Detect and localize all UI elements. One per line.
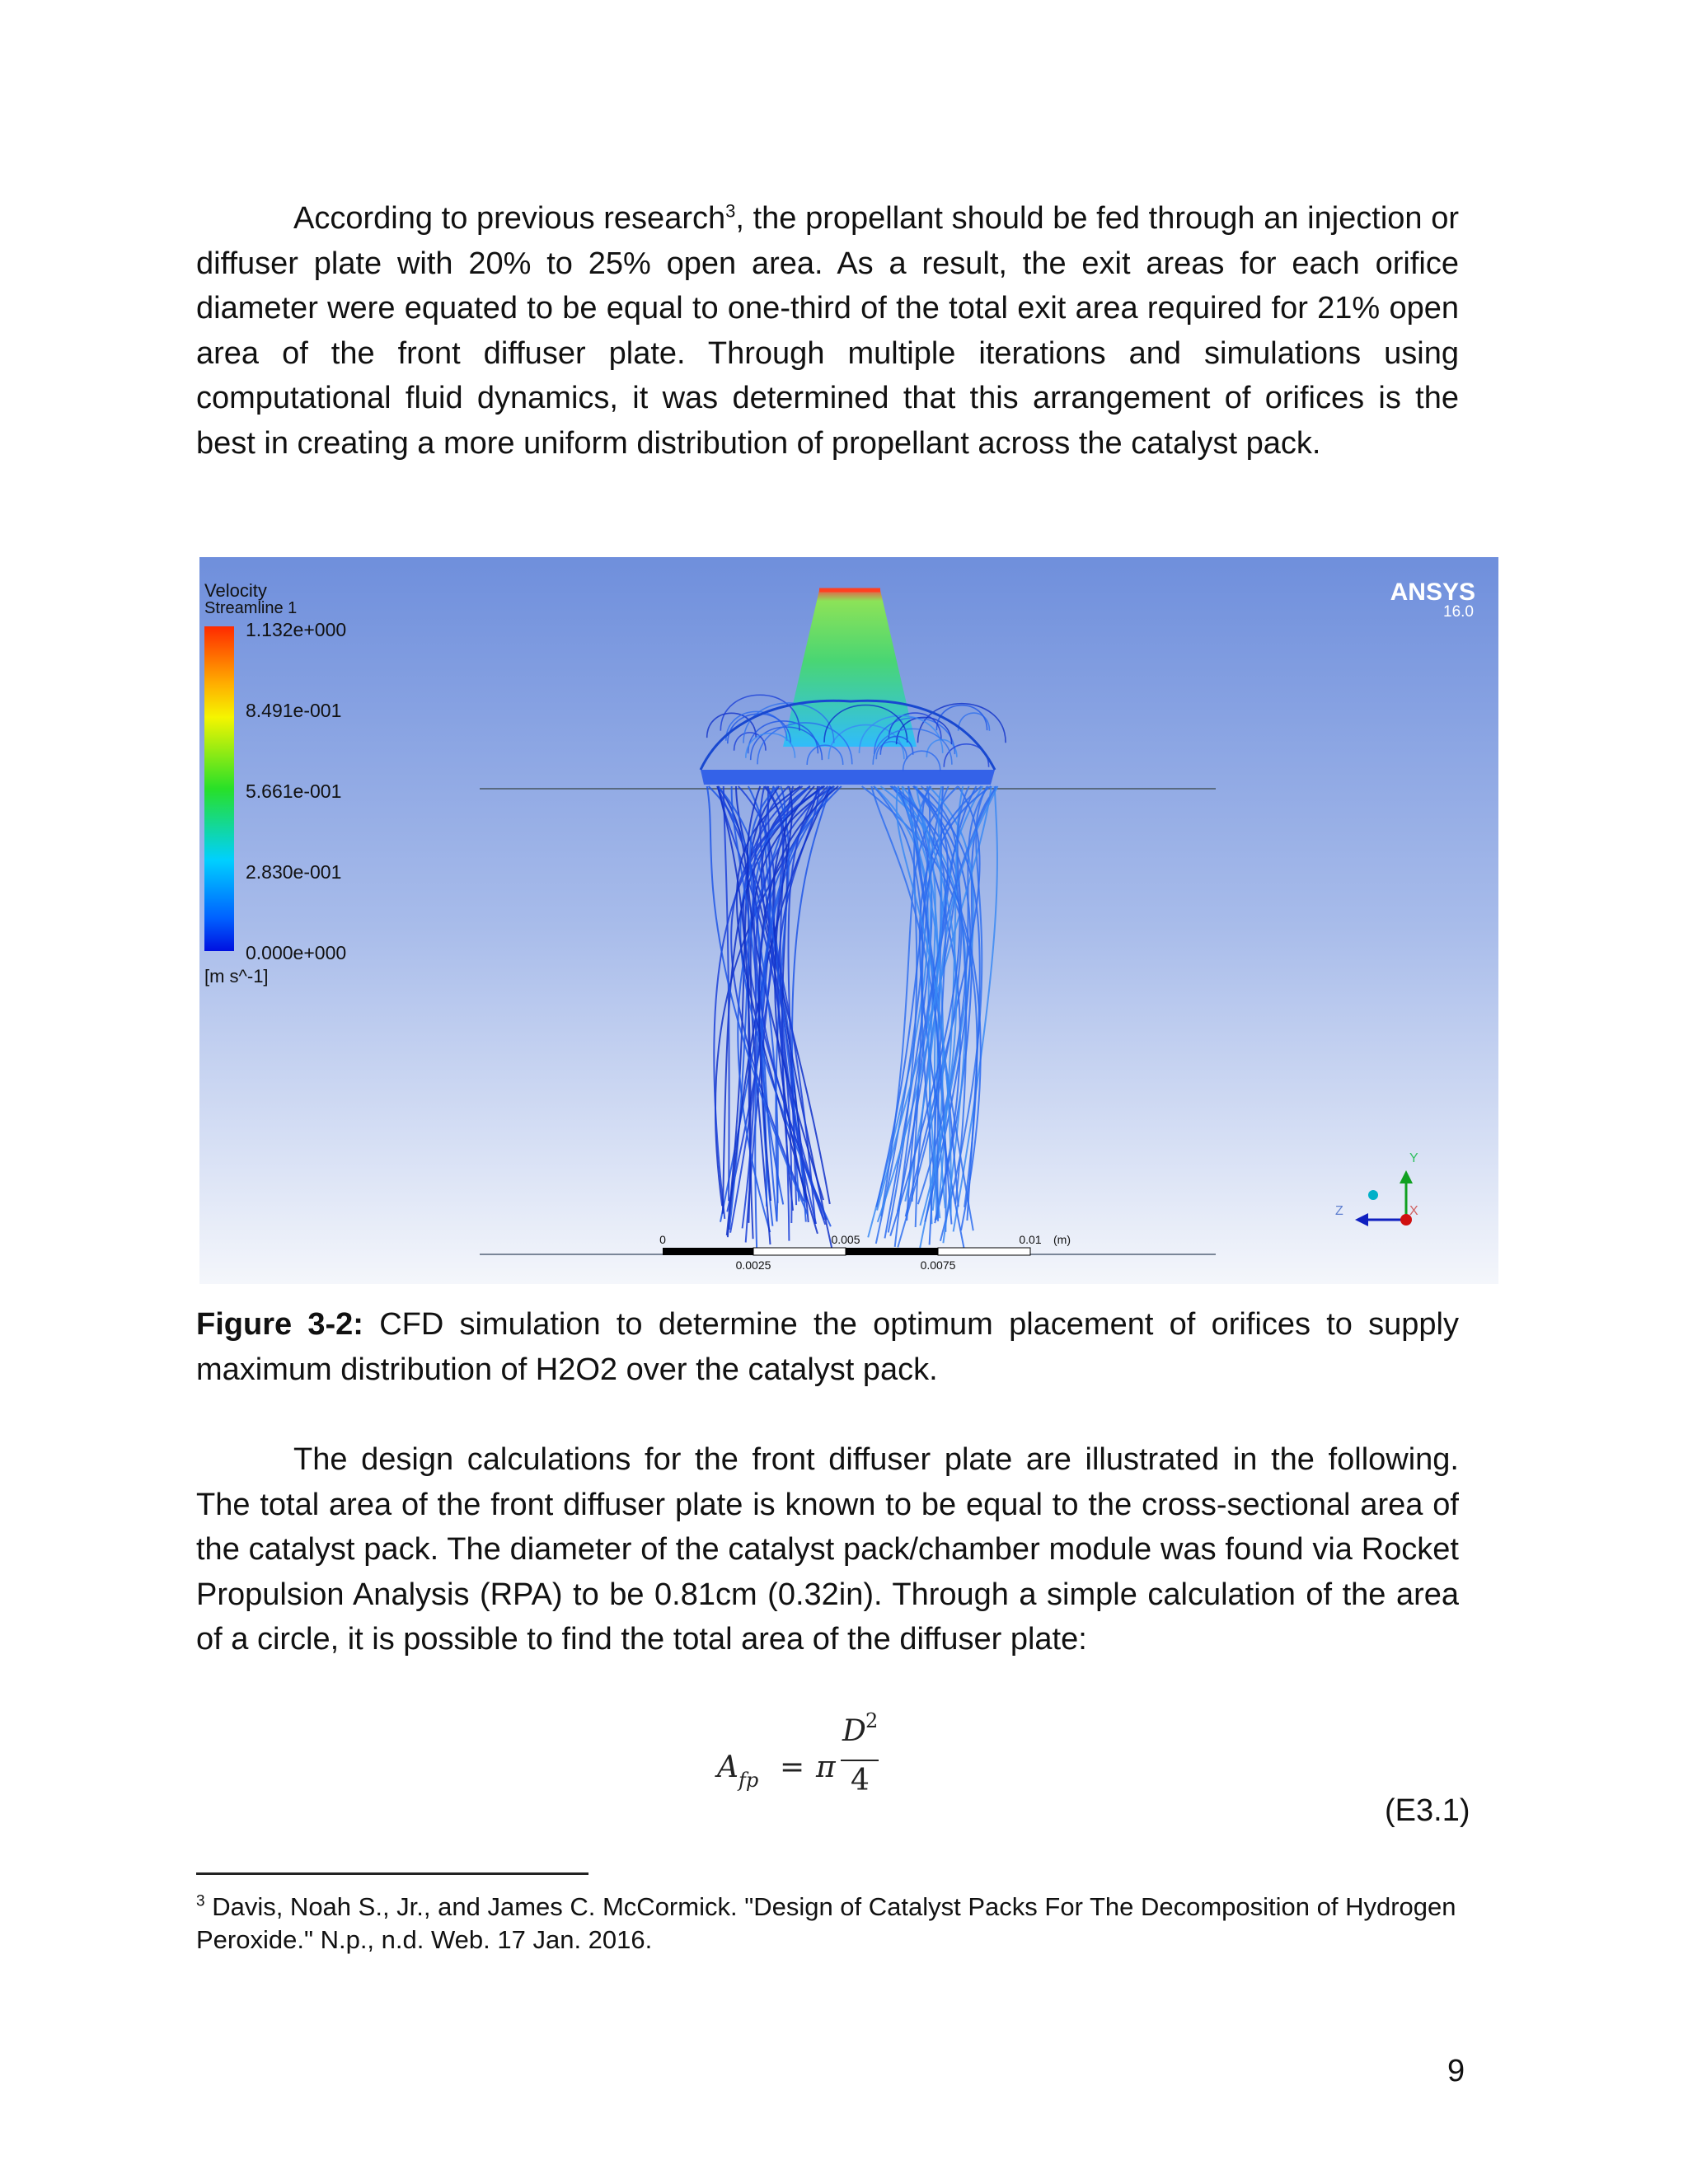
scale-unit: (m) — [1053, 1233, 1071, 1246]
footnote-reference[interactable]: 3 — [725, 200, 736, 222]
caption-label: Figure 3-2: — [196, 1307, 363, 1342]
eq-fraction-bar — [841, 1760, 879, 1761]
footnote-separator — [196, 1872, 588, 1875]
legend-unit: [m s^-1] — [204, 966, 269, 987]
eq-equals: = — [780, 1750, 805, 1784]
eq-lhs: A — [717, 1750, 738, 1784]
equation-label: (E3.1) — [1385, 1793, 1470, 1828]
paragraph-research: According to previous research$^3$, the propellant should be fed through an injection or diffuser plate with 20% to 25% open area. As a result, the exit areas for each orifice diameter were equated to be equal to one-third of the total exit area required for 21% open area of the front diffuser plate. Through multiple iterations and simulations using computational fluid dynamics, it was determined that this arrangement of orifices is the best in creating a more uniform distribution of propellant across the catalyst pack. — [196, 200, 1459, 461]
paragraph-design: The design calculations for the front diffuser plate are illustrated in the following. The total area of the front diffuser plate is known to be equal to the cross-sectional area of the catalyst pack. The diameter of the catalyst pack/chamber module was found via Rocket Propulsion Analysis (RPA) to be 0.81cm (0.32in). Through a simple calculation of the area of a circle, it is possible to find the total area of the diffuser plate: — [196, 1442, 1459, 1657]
legend-value-2: 8.491e-001 — [246, 700, 342, 721]
axis-z-label: Z — [1335, 1204, 1343, 1218]
eq-lhs-subscript: fp — [738, 1769, 759, 1792]
legend-value-min: 0.000e+000 — [246, 942, 347, 963]
legend-colorbar — [204, 626, 234, 951]
ansys-logo: ANSYS — [1390, 579, 1475, 606]
scale-label-0005: 0.005 — [831, 1233, 860, 1246]
axis-y-label: Y — [1409, 1151, 1418, 1165]
eq-numerator-superscript: 2 — [865, 1709, 879, 1732]
scale-label-00075: 0.0075 — [920, 1258, 956, 1272]
legend-subtitle: Streamline 1 — [204, 599, 298, 617]
caption-text: CFD simulation to determine the optimum placement of orifices to supply maximum distribution of H2O2 over the catalyst pack. — [196, 1307, 1459, 1387]
footnote-text: Davis, Noah S., Jr., and James C. McCormick. "Design of Catalyst Packs For The Decomposition of Hydrogen Peroxide." N.p., n.d. Web. 17 Jan. 2016. — [196, 1892, 1456, 1954]
footnote-mark: 3 — [196, 1892, 205, 1910]
legend-value-max: 1.132e+000 — [246, 619, 347, 640]
scale-label-0: 0 — [659, 1233, 666, 1246]
equation-e3-1 — [717, 1709, 898, 1805]
eq-pi: π — [816, 1750, 836, 1784]
eq-numerator: D — [842, 1714, 866, 1748]
eq-denominator: 4 — [851, 1764, 870, 1797]
footnote — [196, 1891, 1482, 1957]
scale-label-00025: 0.0025 — [735, 1258, 771, 1272]
axis-x-label: X — [1409, 1204, 1418, 1218]
page-number: 9 — [1447, 2054, 1465, 2088]
ansys-version: 16.0 — [1443, 603, 1474, 621]
figure-caption — [196, 1302, 1459, 1392]
cfd-figure — [199, 557, 1498, 1284]
legend-title: Velocity — [204, 580, 267, 601]
legend-value-3: 5.661e-001 — [246, 780, 342, 802]
legend-value-4: 2.830e-001 — [246, 861, 342, 883]
scale-label-001: 0.01 — [1019, 1233, 1042, 1246]
